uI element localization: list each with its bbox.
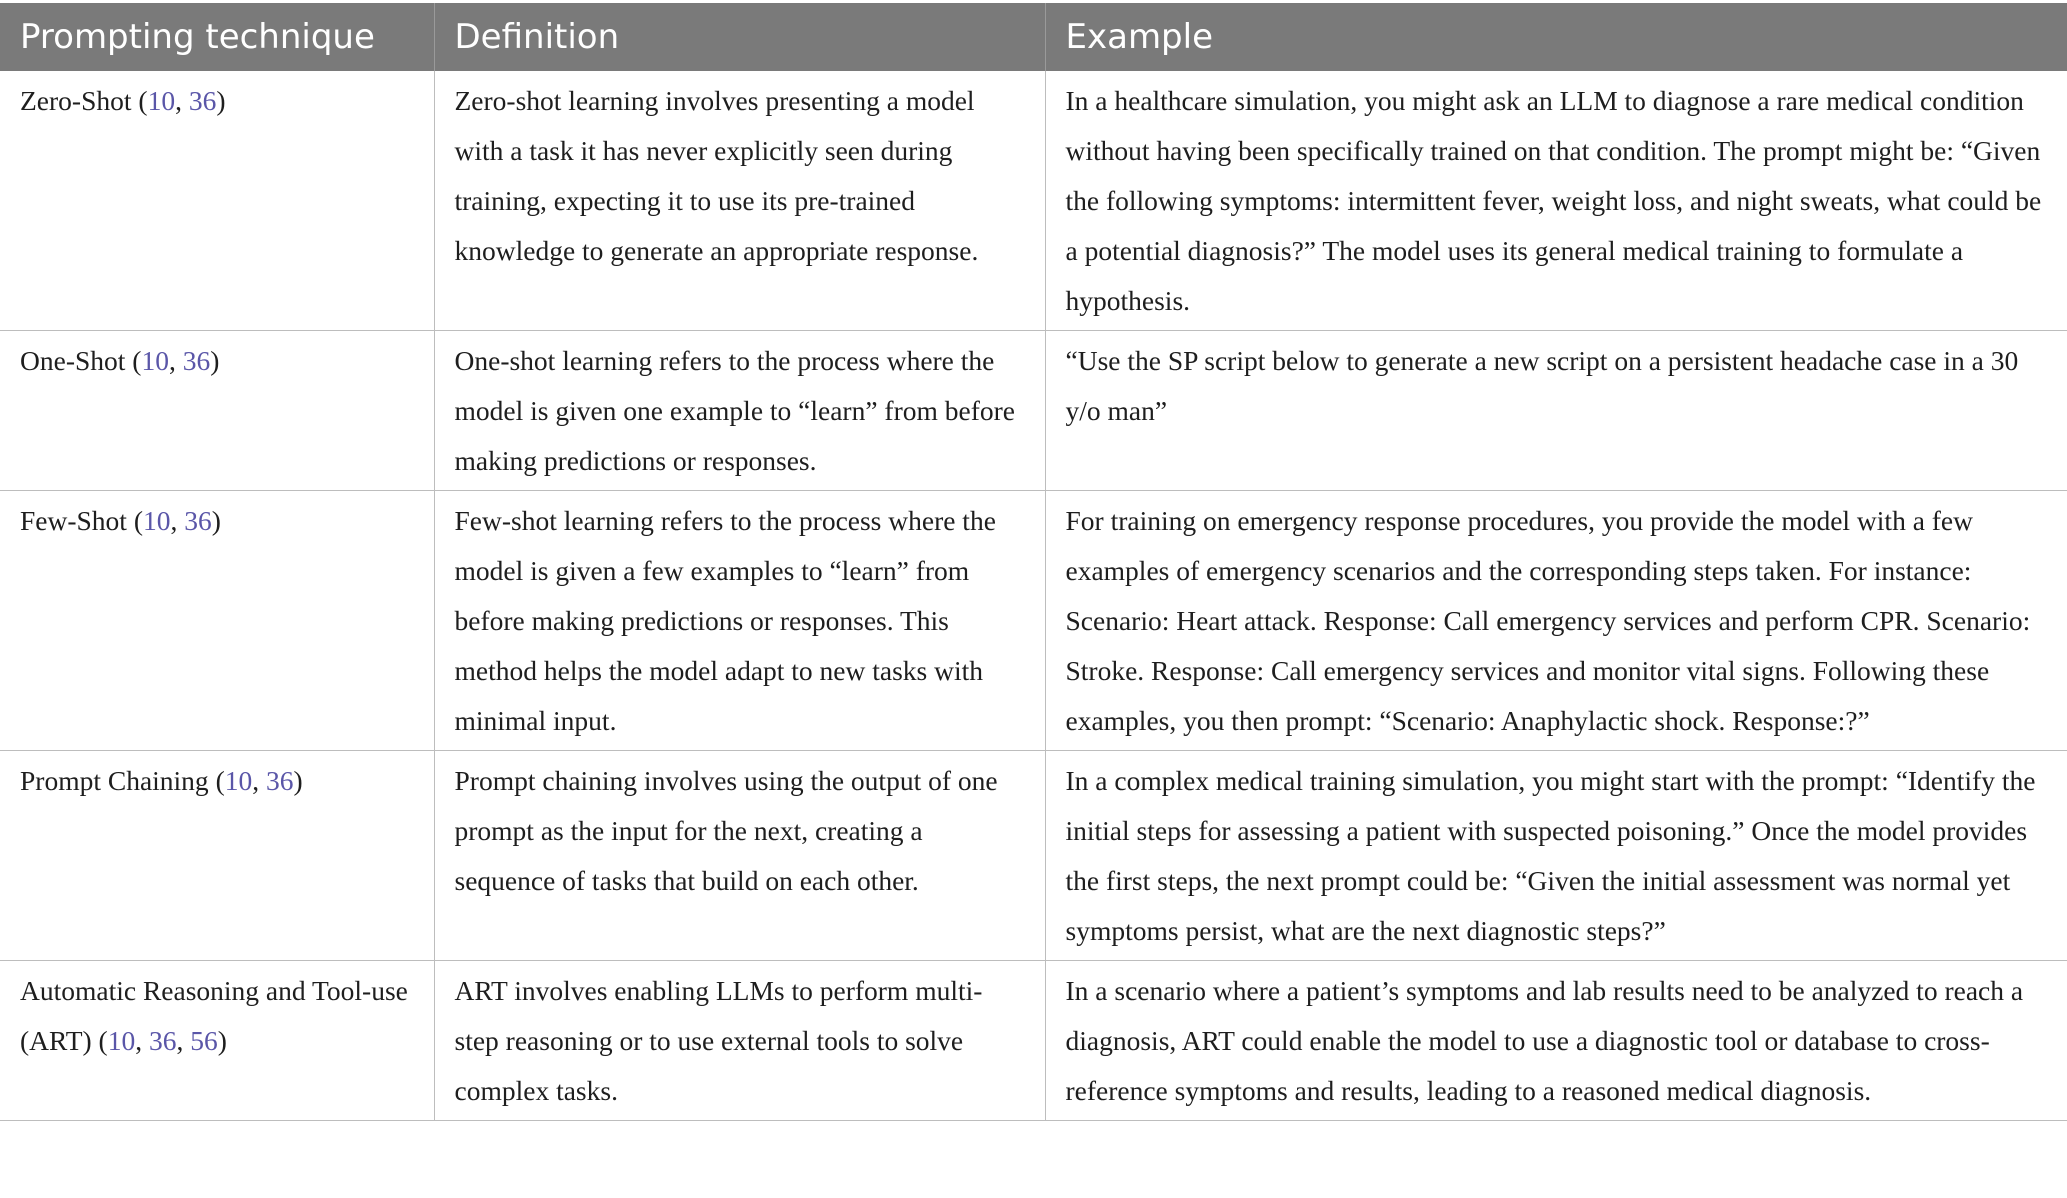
- reference-link[interactable]: 10: [143, 505, 171, 536]
- reference-link[interactable]: 36: [265, 765, 294, 796]
- reference-link[interactable]: 10: [147, 85, 176, 116]
- example-cell: In a scenario where a patient’s symptoms and lab results need to be analyzed to reach a diagnosis, ART could enable the model to use a diagnostic tool or database to cross-reference symptoms and results, leading to a reasoned medical diagnosis.: [1045, 961, 2067, 1121]
- reference-link[interactable]: 36: [148, 1025, 177, 1056]
- technique-name: One-Shot: [20, 345, 126, 376]
- definition-cell: Zero-shot learning involves presenting a model with a task it has never explicitly seen during training, expecting it to use its pre-trained knowledge to generate an appropriate response.: [434, 71, 1045, 331]
- technique-name: Zero-Shot: [20, 85, 132, 116]
- header-row: [0, 3, 2067, 71]
- technique-name: Few-Shot: [20, 505, 127, 536]
- prompting-techniques-table: [0, 3, 2067, 1121]
- reference-link[interactable]: 36: [182, 345, 211, 376]
- header-definition: Definition: [434, 3, 1045, 71]
- table-row: [0, 71, 2067, 331]
- technique-cell: [0, 331, 434, 491]
- table-row: [0, 491, 2067, 751]
- technique-cell: [0, 751, 434, 961]
- technique-name: Prompt Chaining: [20, 765, 209, 796]
- header-example: Example: [1045, 3, 2067, 71]
- reference-list: (10, 36): [132, 345, 220, 376]
- reference-link[interactable]: 10: [107, 1025, 136, 1056]
- example-cell: For training on emergency response procedures, you provide the model with a few examples of emergency scenarios and the corresponding steps taken. For instance: Scenario: Heart attack. Response: Call emergency services and perform CPR. Scenario: Stroke. Response: Call emergency services and monitor vital signs. Following these examples, you then prompt: “Scenario: Anaphylactic shock. Response:?”: [1045, 491, 2067, 751]
- example-cell: In a healthcare simulation, you might ask an LLM to diagnose a rare medical condition without having been specifically trained on that condition. The prompt might be: “Given the following symptoms: intermittent fever, weight loss, and night sweats, what could be a potential diagnosis?” The model uses its general medical training to formulate a hypothesis.: [1045, 71, 2067, 331]
- table-row: [0, 961, 2067, 1121]
- reference-link[interactable]: 36: [188, 85, 217, 116]
- definition-cell: ART involves enabling LLMs to perform multi-step reasoning or to use external tools to solve complex tasks.: [434, 961, 1045, 1121]
- definition-cell: Prompt chaining involves using the output of one prompt as the input for the next, creating a sequence of tasks that build on each other.: [434, 751, 1045, 961]
- table-header: [0, 3, 2067, 71]
- example-cell: “Use the SP script below to generate a new script on a persistent headache case in a 30 y/o man”: [1045, 331, 2067, 491]
- reference-link[interactable]: 10: [141, 345, 169, 376]
- reference-list: (10, 36): [133, 505, 221, 536]
- reference-link[interactable]: 36: [184, 505, 212, 536]
- table-row: [0, 331, 2067, 491]
- header-technique: Prompting technique: [0, 3, 434, 71]
- technique-cell: [0, 71, 434, 331]
- reference-link[interactable]: 56: [190, 1025, 218, 1056]
- technique-cell: [0, 961, 434, 1121]
- technique-cell: [0, 491, 434, 751]
- reference-list: (10, 36): [138, 85, 226, 116]
- reference-list: (10, 36, 56): [98, 1025, 227, 1056]
- definition-cell: One-shot learning refers to the process where the model is given one example to “learn” from before making predictions or responses.: [434, 331, 1045, 491]
- reference-link[interactable]: 10: [224, 765, 253, 796]
- table-body: [0, 71, 2067, 1121]
- table-row: [0, 751, 2067, 961]
- example-cell: In a complex medical training simulation, you might start with the prompt: “Identify the initial steps for assessing a patient with suspected poisoning.” Once the model provides the first steps, the next prompt could be: “Given the initial assessment was normal yet symptoms persist, what are the next diagnostic steps?”: [1045, 751, 2067, 961]
- definition-cell: Few-shot learning refers to the process where the model is given a few examples to “learn” from before making predictions or responses. This method helps the model adapt to new tasks with minimal input.: [434, 491, 1045, 751]
- reference-list: (10, 36): [215, 765, 303, 796]
- technique-name: Automatic Reasoning and Tool-use (ART): [20, 975, 408, 1056]
